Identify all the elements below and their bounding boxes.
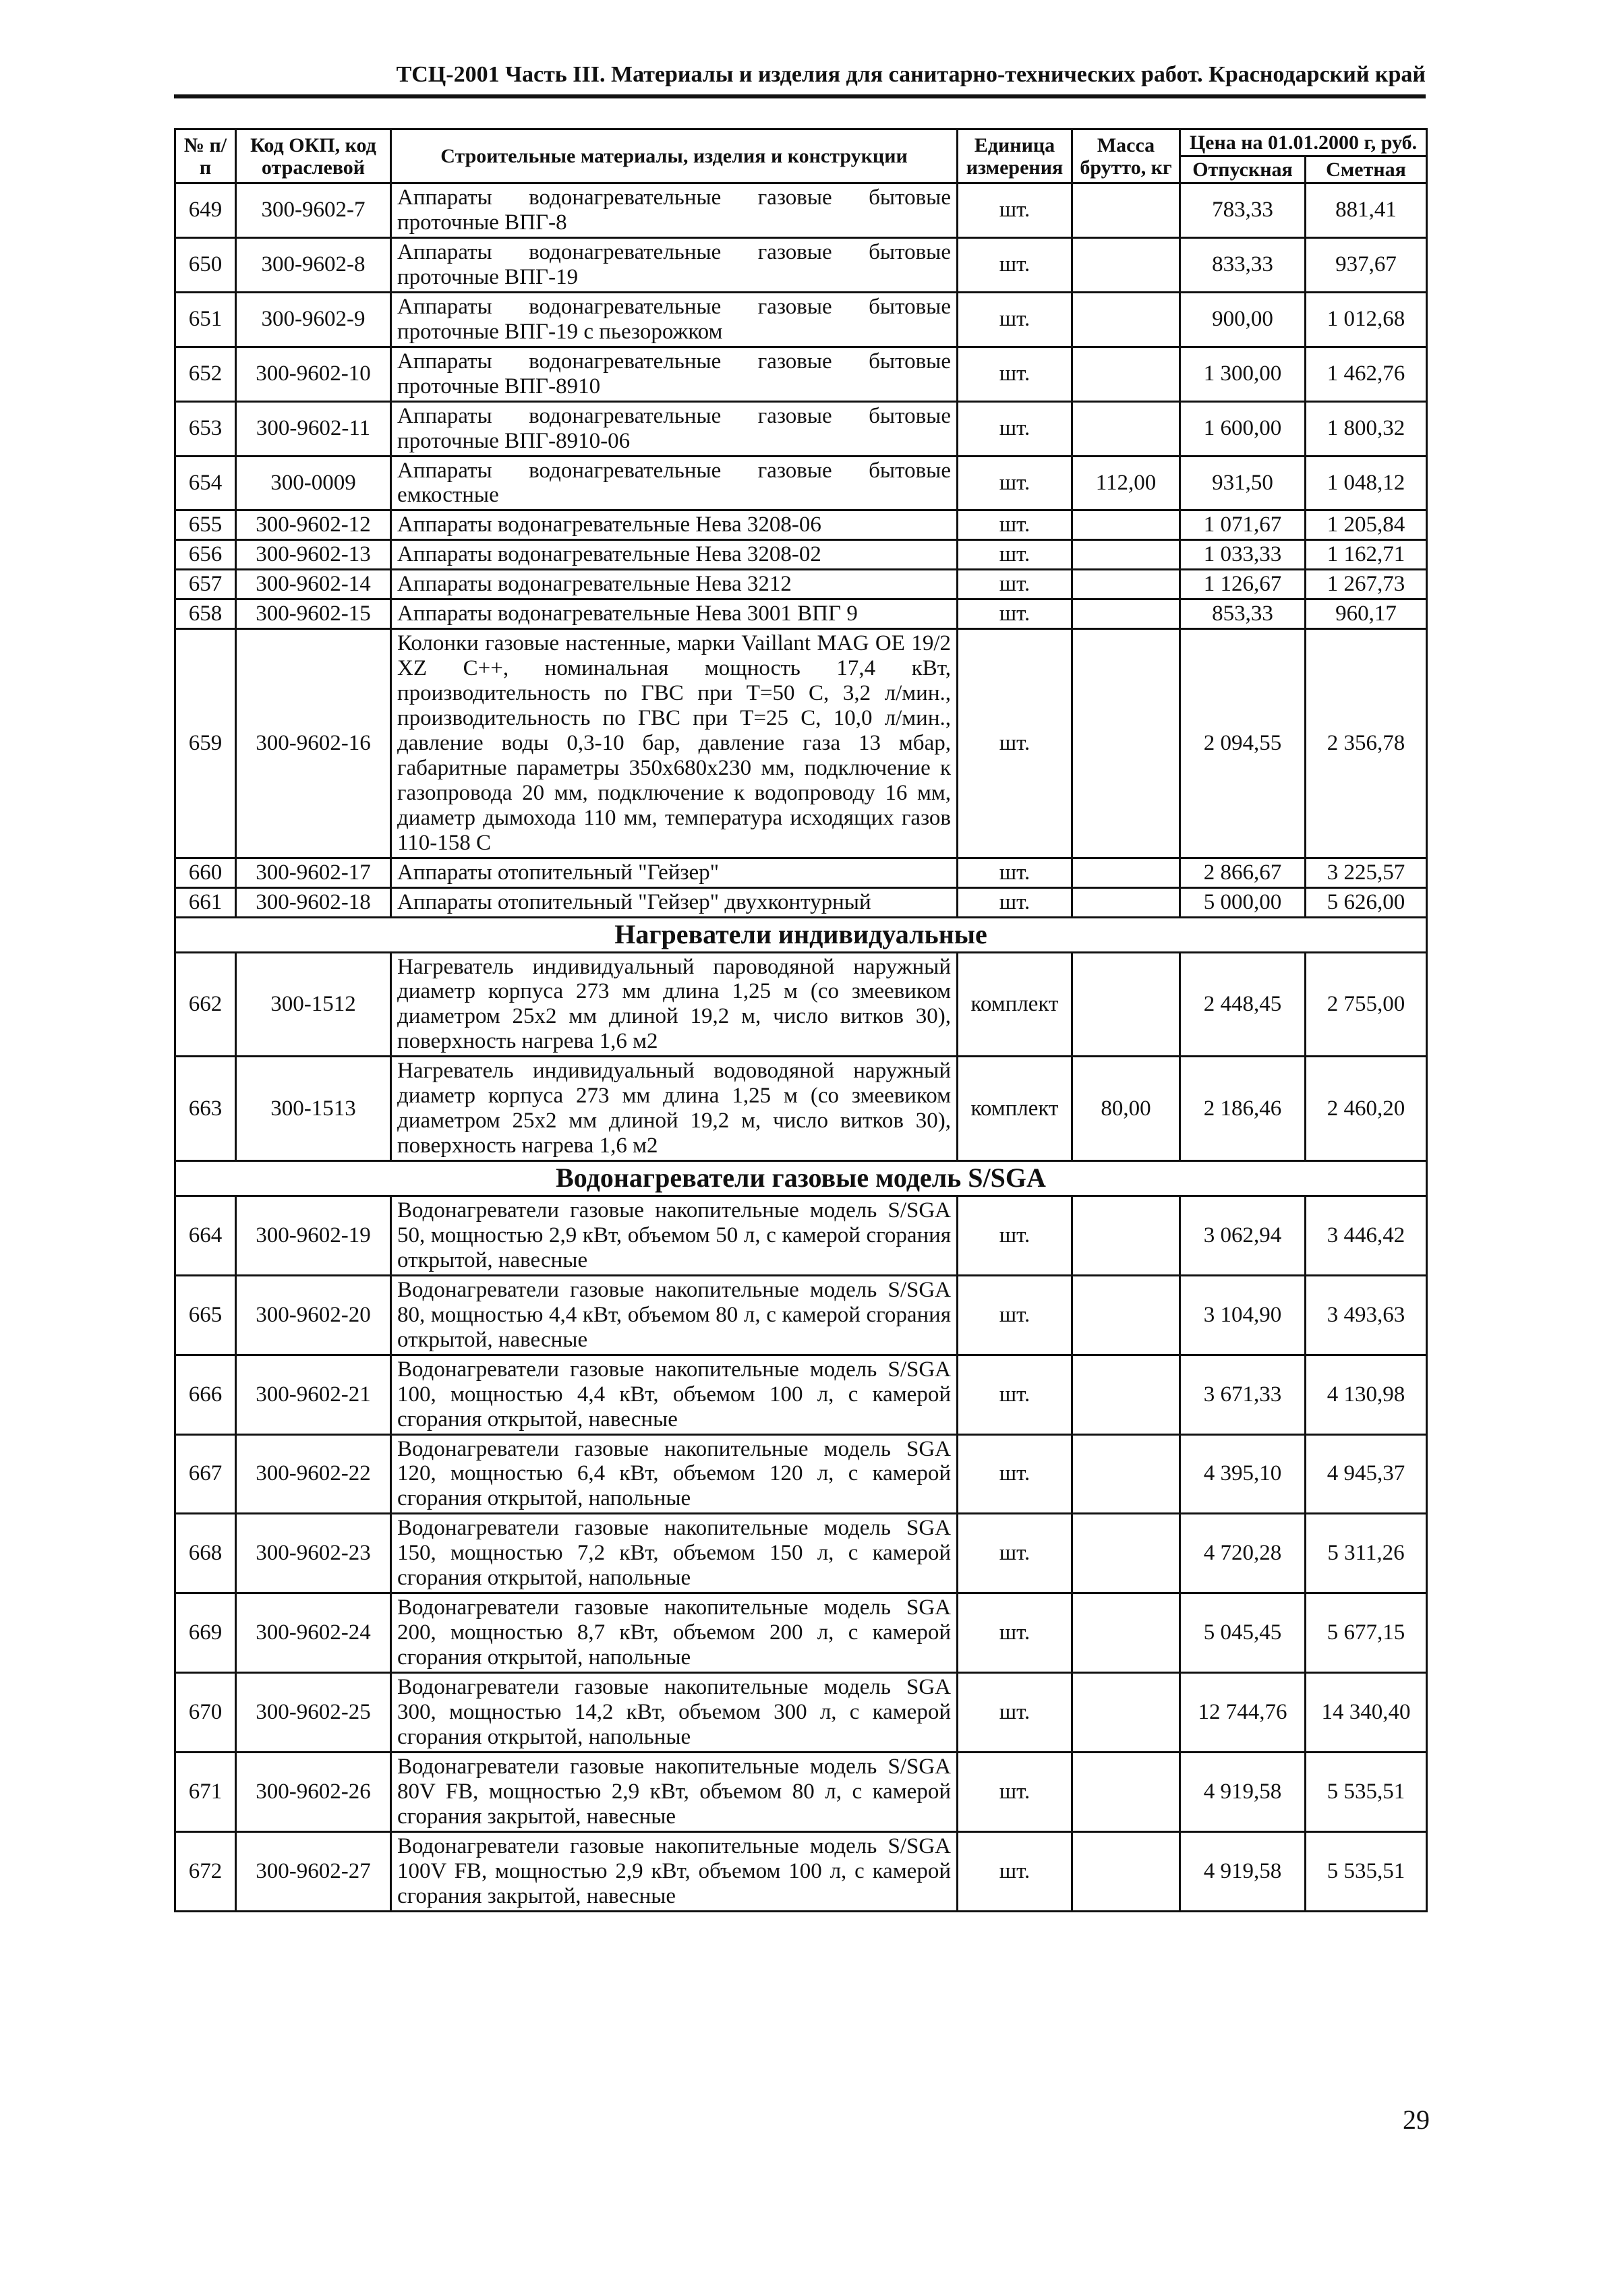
row-number: 662 [175, 952, 236, 1057]
row-mass [1072, 292, 1180, 347]
table-row [175, 292, 1427, 347]
row-unit: шт. [958, 1831, 1072, 1911]
row-mass [1072, 1593, 1180, 1673]
row-price-estimate: 937,67 [1306, 237, 1427, 292]
row-code: 300-9602-15 [236, 599, 391, 629]
table-row [175, 456, 1427, 510]
row-number: 649 [175, 183, 236, 238]
row-price-release: 3 104,90 [1180, 1275, 1306, 1355]
row-mass [1072, 1275, 1180, 1355]
row-description: Аппараты водонагревательные газовые бытовые емкостные [391, 456, 958, 510]
page-header-title: ТСЦ-2001 Часть III. Материалы и изделия для санитарно-технических работ. Краснодарский край [396, 62, 1426, 87]
row-price-estimate: 1 048,12 [1306, 456, 1427, 510]
row-unit: шт. [958, 1673, 1072, 1753]
row-code: 300-0009 [236, 456, 391, 510]
row-code: 300-9602-25 [236, 1673, 391, 1753]
table-row [175, 1275, 1427, 1355]
row-number: 653 [175, 401, 236, 456]
row-price-estimate: 3 225,57 [1306, 858, 1427, 887]
section-title: Нагреватели индивидуальные [175, 917, 1427, 952]
row-price-estimate: 960,17 [1306, 599, 1427, 629]
col-header-price-release: Отпускная [1180, 156, 1306, 183]
row-price-estimate: 881,41 [1306, 183, 1427, 238]
header-rule [174, 94, 1426, 98]
row-description: Водонагреватели газовые накопительные модель S/SGA 80V FB, мощностью 2,9 кВт, объемом 80 л, с камерой сгорания закрытой, навесные [391, 1752, 958, 1831]
col-header-mass: Масса брутто, кг [1072, 129, 1180, 183]
table-row [175, 570, 1427, 599]
row-description: Аппараты отопительный "Гейзер" двухконтурный [391, 887, 958, 917]
row-code: 300-9602-8 [236, 237, 391, 292]
row-number: 664 [175, 1196, 236, 1275]
row-mass: 80,00 [1072, 1057, 1180, 1161]
row-mass [1072, 1434, 1180, 1514]
row-description: Водонагреватели газовые накопительные модель S/SGA 50, мощностью 2,9 кВт, объемом 50 л, с камерой сгорания открытой, навесные [391, 1196, 958, 1275]
row-unit: шт. [958, 1752, 1072, 1831]
row-description: Водонагреватели газовые накопительные модель S/SGA 100, мощностью 4,4 кВт, объемом 100 л, с камерой сгорания открытой, навесные [391, 1355, 958, 1434]
row-code: 300-9602-19 [236, 1196, 391, 1275]
row-price-estimate: 1 462,76 [1306, 347, 1427, 401]
row-mass [1072, 629, 1180, 858]
table-row [175, 952, 1427, 1057]
row-unit: шт. [958, 858, 1072, 887]
table-row [175, 629, 1427, 858]
row-price-estimate: 1 205,84 [1306, 510, 1427, 540]
row-number: 651 [175, 292, 236, 347]
row-unit: шт. [958, 183, 1072, 238]
row-unit: комплект [958, 952, 1072, 1057]
row-price-release: 2 094,55 [1180, 629, 1306, 858]
row-unit: шт. [958, 347, 1072, 401]
row-unit: шт. [958, 292, 1072, 347]
row-number: 666 [175, 1355, 236, 1434]
row-code: 300-9602-13 [236, 540, 391, 570]
row-mass [1072, 887, 1180, 917]
row-mass [1072, 183, 1180, 238]
row-code: 300-9602-23 [236, 1514, 391, 1593]
row-price-release: 853,33 [1180, 599, 1306, 629]
row-price-estimate: 1 012,68 [1306, 292, 1427, 347]
row-price-estimate: 5 311,26 [1306, 1514, 1427, 1593]
row-unit: шт. [958, 629, 1072, 858]
row-code: 300-9602-9 [236, 292, 391, 347]
row-number: 656 [175, 540, 236, 570]
table-row [175, 1514, 1427, 1593]
row-price-release: 1 600,00 [1180, 401, 1306, 456]
row-description: Колонки газовые настенные, марки Vaillant MAG OE 19/2 XZ C++, номинальная мощность 17,4 кВт, производительность по ГВС при Т=50 С, 3,2 л/мин., производительность по ГВС при Т=25 С, 10,0 л/мин., давление воды 0,3-10 бар, давление газа 13 мбар, габаритные параметры 350х680х230 мм, подключение к газопровода 20 мм, подключение к водопроводу 16 мм, диаметр дымохода 110 мм, температура исходящих газов 110-158 С [391, 629, 958, 858]
col-header-price-estimate: Сметная [1306, 156, 1427, 183]
row-description: Водонагреватели газовые накопительные модель SGA 300, мощностью 14,2 кВт, объемом 300 л, с камерой сгорания открытой, напольные [391, 1673, 958, 1753]
row-number: 667 [175, 1434, 236, 1514]
row-number: 669 [175, 1593, 236, 1673]
row-price-release: 1 126,67 [1180, 570, 1306, 599]
row-price-estimate: 5 677,15 [1306, 1593, 1427, 1673]
table-row [175, 1831, 1427, 1911]
table-row [175, 1434, 1427, 1514]
row-number: 672 [175, 1831, 236, 1911]
row-price-estimate: 5 626,00 [1306, 887, 1427, 917]
row-price-estimate: 4 130,98 [1306, 1355, 1427, 1434]
row-unit: шт. [958, 1275, 1072, 1355]
row-price-release: 900,00 [1180, 292, 1306, 347]
row-mass [1072, 1196, 1180, 1275]
row-unit: шт. [958, 510, 1072, 540]
row-number: 660 [175, 858, 236, 887]
col-header-unit: Единица измерения [958, 129, 1072, 183]
row-number: 665 [175, 1275, 236, 1355]
row-unit: шт. [958, 1355, 1072, 1434]
table-row [175, 1673, 1427, 1753]
row-price-release: 3 671,33 [1180, 1355, 1306, 1434]
row-number: 663 [175, 1057, 236, 1161]
row-code: 300-9602-26 [236, 1752, 391, 1831]
row-unit: шт. [958, 1514, 1072, 1593]
table-header [175, 129, 1427, 183]
row-price-release: 2 186,46 [1180, 1057, 1306, 1161]
row-unit: шт. [958, 599, 1072, 629]
row-code: 300-9602-10 [236, 347, 391, 401]
row-code: 300-9602-20 [236, 1275, 391, 1355]
row-code: 300-9602-17 [236, 858, 391, 887]
row-code: 300-1513 [236, 1057, 391, 1161]
row-price-estimate: 1 800,32 [1306, 401, 1427, 456]
row-mass [1072, 952, 1180, 1057]
table-row [175, 540, 1427, 570]
price-table [174, 128, 1428, 1912]
row-price-release: 4 919,58 [1180, 1831, 1306, 1911]
page-number: 29 [1403, 2104, 1430, 2135]
row-price-release: 4 720,28 [1180, 1514, 1306, 1593]
table-row [175, 347, 1427, 401]
col-header-num: № п/п [175, 129, 236, 183]
row-code: 300-9602-12 [236, 510, 391, 540]
col-header-name: Строительные материалы, изделия и конструкции [391, 129, 958, 183]
row-number: 657 [175, 570, 236, 599]
row-price-release: 4 395,10 [1180, 1434, 1306, 1514]
row-price-release: 1 071,67 [1180, 510, 1306, 540]
row-number: 668 [175, 1514, 236, 1593]
row-price-release: 3 062,94 [1180, 1196, 1306, 1275]
row-number: 671 [175, 1752, 236, 1831]
row-price-release: 5 045,45 [1180, 1593, 1306, 1673]
row-price-estimate: 14 340,40 [1306, 1673, 1427, 1753]
row-number: 652 [175, 347, 236, 401]
row-mass [1072, 237, 1180, 292]
row-number: 658 [175, 599, 236, 629]
row-price-estimate: 1 267,73 [1306, 570, 1427, 599]
row-unit: шт. [958, 540, 1072, 570]
row-unit: шт. [958, 570, 1072, 599]
row-description: Аппараты водонагревательные Нева 3001 ВПГ 9 [391, 599, 958, 629]
row-description: Водонагреватели газовые накопительные модель SGA 150, мощностью 7,2 кВт, объемом 150 л, с камерой сгорания открытой, напольные [391, 1514, 958, 1593]
row-mass [1072, 570, 1180, 599]
row-mass [1072, 401, 1180, 456]
row-code: 300-9602-18 [236, 887, 391, 917]
row-price-estimate: 5 535,51 [1306, 1831, 1427, 1911]
section-row [175, 1161, 1427, 1196]
row-price-estimate: 3 446,42 [1306, 1196, 1427, 1275]
row-mass [1072, 858, 1180, 887]
row-price-release: 833,33 [1180, 237, 1306, 292]
row-mass [1072, 1831, 1180, 1911]
table-row [175, 1355, 1427, 1434]
row-price-release: 1 033,33 [1180, 540, 1306, 570]
row-description: Водонагреватели газовые накопительные модель S/SGA 80, мощностью 4,4 кВт, объемом 80 л, с камерой сгорания открытой, навесные [391, 1275, 958, 1355]
table-body [175, 183, 1427, 1912]
row-price-estimate: 1 162,71 [1306, 540, 1427, 570]
row-mass [1072, 1355, 1180, 1434]
row-unit: шт. [958, 1434, 1072, 1514]
row-unit: шт. [958, 401, 1072, 456]
table-row [175, 183, 1427, 238]
row-mass [1072, 540, 1180, 570]
table-row [175, 1057, 1427, 1161]
row-description: Водонагреватели газовые накопительные модель S/SGA 100V FB, мощностью 2,9 кВт, объемом 100 л, с камерой сгорания закрытой, навесные [391, 1831, 958, 1911]
col-header-price-group: Цена на 01.01.2000 г, руб. [1180, 129, 1427, 156]
row-description: Аппараты водонагревательные Нева 3208-06 [391, 510, 958, 540]
row-price-estimate: 3 493,63 [1306, 1275, 1427, 1355]
row-description: Нагреватель индивидуальный водоводяной наружный диаметр корпуса 273 мм длина 1,25 м (со змеевиком диаметром 25х2 мм длиной 19,2 м, число витков 30), поверхность нагрева 1,6 м2 [391, 1057, 958, 1161]
row-price-release: 5 000,00 [1180, 887, 1306, 917]
row-price-release: 783,33 [1180, 183, 1306, 238]
row-description: Аппараты водонагревательные газовые бытовые проточные ВПГ-8910 [391, 347, 958, 401]
row-price-estimate: 4 945,37 [1306, 1434, 1427, 1514]
table-row [175, 1593, 1427, 1673]
section-row [175, 917, 1427, 952]
col-header-code: Код ОКП, код отраслевой [236, 129, 391, 183]
row-description: Аппараты водонагревательные газовые бытовые проточные ВПГ-8910-06 [391, 401, 958, 456]
row-mass [1072, 510, 1180, 540]
row-mass [1072, 347, 1180, 401]
table-row [175, 887, 1427, 917]
row-number: 655 [175, 510, 236, 540]
row-description: Аппараты водонагревательные газовые бытовые проточные ВПГ-8 [391, 183, 958, 238]
row-description: Водонагреватели газовые накопительные модель SGA 120, мощностью 6,4 кВт, объемом 120 л, с камерой сгорания открытой, напольные [391, 1434, 958, 1514]
row-code: 300-9602-11 [236, 401, 391, 456]
row-price-estimate: 5 535,51 [1306, 1752, 1427, 1831]
row-unit: шт. [958, 1196, 1072, 1275]
row-price-release: 2 866,67 [1180, 858, 1306, 887]
row-description: Нагреватель индивидуальный пароводяной наружный диаметр корпуса 273 мм длина 1,25 м (со змеевиком диаметром 25х2 мм длиной 19,2 м, число витков 30), поверхность нагрева 1,6 м2 [391, 952, 958, 1057]
row-number: 661 [175, 887, 236, 917]
row-price-estimate: 2 460,20 [1306, 1057, 1427, 1161]
row-unit: шт. [958, 456, 1072, 510]
row-code: 300-9602-7 [236, 183, 391, 238]
row-price-estimate: 2 755,00 [1306, 952, 1427, 1057]
row-price-release: 2 448,45 [1180, 952, 1306, 1057]
row-unit: шт. [958, 237, 1072, 292]
row-mass: 112,00 [1072, 456, 1180, 510]
row-mass [1072, 1673, 1180, 1753]
row-number: 654 [175, 456, 236, 510]
row-mass [1072, 599, 1180, 629]
table-row [175, 599, 1427, 629]
table-row [175, 237, 1427, 292]
section-title: Водонагреватели газовые модель S/SGA [175, 1161, 1427, 1196]
row-number: 659 [175, 629, 236, 858]
row-description: Аппараты отопительный "Гейзер" [391, 858, 958, 887]
row-code: 300-9602-27 [236, 1831, 391, 1911]
row-mass [1072, 1514, 1180, 1593]
row-description: Аппараты водонагревательные газовые бытовые проточные ВПГ-19 с пьезорожком [391, 292, 958, 347]
row-code: 300-9602-14 [236, 570, 391, 599]
table-row [175, 858, 1427, 887]
row-code: 300-9602-21 [236, 1355, 391, 1434]
table-row [175, 1196, 1427, 1275]
row-unit: комплект [958, 1057, 1072, 1161]
row-description: Аппараты водонагревательные газовые бытовые проточные ВПГ-19 [391, 237, 958, 292]
table-row [175, 401, 1427, 456]
row-description: Водонагреватели газовые накопительные модель SGA 200, мощностью 8,7 кВт, объемом 200 л, с камерой сгорания открытой, напольные [391, 1593, 958, 1673]
row-code: 300-1512 [236, 952, 391, 1057]
row-price-release: 931,50 [1180, 456, 1306, 510]
row-description: Аппараты водонагревательные Нева 3212 [391, 570, 958, 599]
row-unit: шт. [958, 887, 1072, 917]
row-unit: шт. [958, 1593, 1072, 1673]
row-code: 300-9602-22 [236, 1434, 391, 1514]
row-number: 670 [175, 1673, 236, 1753]
row-mass [1072, 1752, 1180, 1831]
table-row [175, 1752, 1427, 1831]
row-price-release: 12 744,76 [1180, 1673, 1306, 1753]
row-price-release: 4 919,58 [1180, 1752, 1306, 1831]
row-description: Аппараты водонагревательные Нева 3208-02 [391, 540, 958, 570]
row-code: 300-9602-24 [236, 1593, 391, 1673]
row-code: 300-9602-16 [236, 629, 391, 858]
row-price-release: 1 300,00 [1180, 347, 1306, 401]
row-price-estimate: 2 356,78 [1306, 629, 1427, 858]
row-number: 650 [175, 237, 236, 292]
table-row [175, 510, 1427, 540]
